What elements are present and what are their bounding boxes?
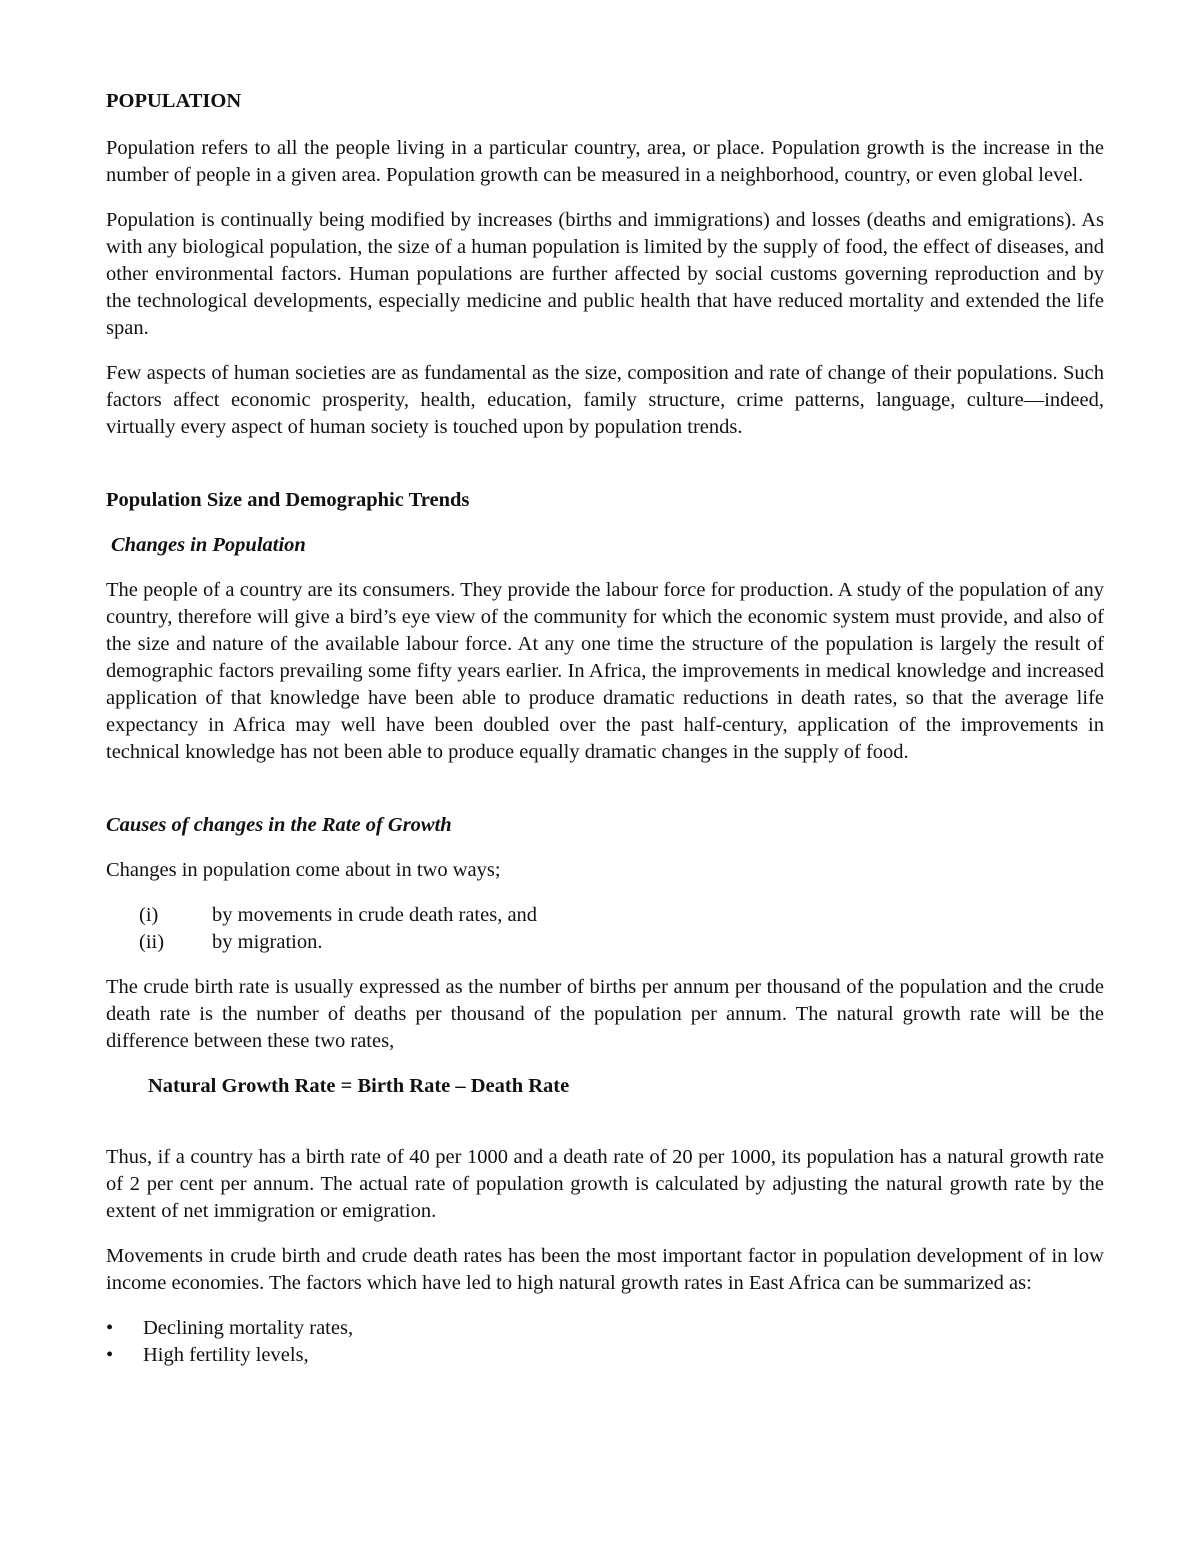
factors-intro-paragraph: Movements in crude birth and crude death rates has been the most important factor in population development of in low income economies. The factors which have led to high natural growth rates in East Africa can be summarized as: [106,1245,1104,1294]
list-item-text: Declining mortality rates, [143,1317,354,1339]
growth-rate-formula: Natural Growth Rate = Birth Rate – Death Rate [148,1075,570,1097]
document-title: POPULATION [106,90,242,112]
bullet-icon: • [106,1344,114,1366]
subheading-causes-of-changes: Causes of changes in the Rate of Growth [106,814,452,836]
list-item [106,1315,1104,1342]
list-item [106,1342,1104,1369]
list-item-text: by migration. [212,931,323,953]
list-item-number: (i) [139,904,159,926]
intro-paragraph-3: Few aspects of human societies are as fundamental as the size, composition and rate of change of their populations. Such factors affect economic prosperity, health, education, family structure, crime patterns, language, culture—indeed, virtually every aspect of human society is touched upon by population trends. [106,362,1104,438]
intro-paragraph-1: Population refers to all the people living in a particular country, area, or place. Population growth is the increase in the number of people in a given area. Population growth can be measured in a neighborhood, country, or even global level. [106,137,1104,186]
intro-paragraph-2: Population is continually being modified by increases (births and immigrations) and losses (deaths and emigrations). As with any biological population, the size of a human population is limited by the supply of food, the effect of diseases, and other environmental factors. Human populations are further affected by social customs governing reproduction and by the technological developments, especially medicine and public health that have reduced mortality and extended the life span. [106,209,1104,339]
birth-death-rate-paragraph: The crude birth rate is usually expressed as the number of births per annum per thousand of the population and the crude death rate is the number of deaths per thousand of the population per annum. The natural growth rate will be the difference between these two rates, [106,976,1104,1052]
document-page [106,88,1104,1369]
list-item-number: (ii) [139,931,165,953]
ways-list [106,902,1104,956]
changes-paragraph: The people of a country are its consumers. They provide the labour force for production. A study of the population of any country, therefore will give a bird’s eye view of the community for which the economic system must provide, and also of the size and nature of the available labour force. At any one time the structure of the population is largely the result of demographic factors prevailing some fifty years earlier. In Africa, the improvements in medical knowledge and increased application of that knowledge have been able to produce dramatic reductions in death rates, so that the average life expectancy in Africa may well have been doubled over the past half-century, application of the improvements in technical knowledge has not been able to produce equally dramatic changes in the supply of food. [106,579,1104,763]
list-item-text: by movements in crude death rates, and [212,904,538,926]
growth-example-paragraph: Thus, if a country has a birth rate of 40 per 1000 and a death rate of 20 per 1000, its population has a natural growth rate of 2 per cent per annum. The actual rate of population growth is calculated by adjusting the natural growth rate by the extent of net immigration or emigration. [106,1146,1104,1222]
factors-list [106,1315,1104,1369]
bullet-icon: • [106,1317,114,1339]
subheading-changes-in-population: Changes in Population [111,534,306,556]
list-item [106,929,1104,956]
section-heading-population-size: Population Size and Demographic Trends [106,489,470,511]
list-item [106,902,1104,929]
list-item-text: High fertility levels, [143,1344,309,1366]
causes-lead: Changes in population come about in two ways; [106,859,501,881]
